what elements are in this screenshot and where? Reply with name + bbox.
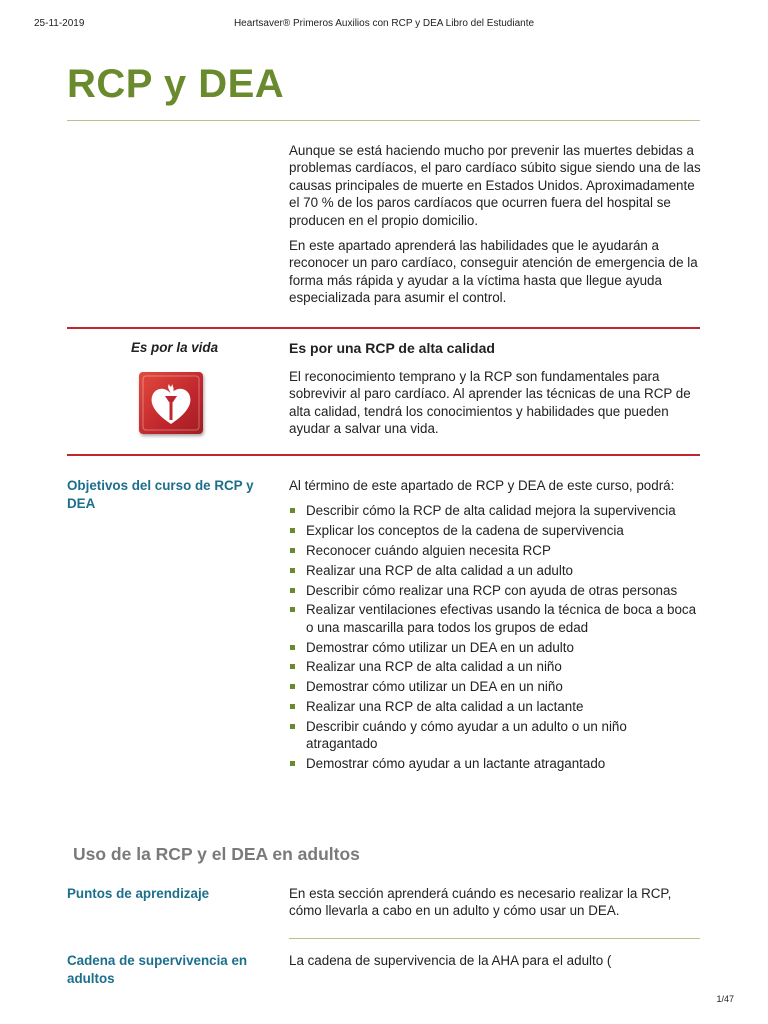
list-item: Demostrar cómo ayudar a un lactante atragantado (289, 755, 701, 772)
title-divider (67, 120, 700, 121)
intro-text (289, 142, 701, 315)
list-item: Reconocer cuándo alguien necesita RCP (289, 542, 701, 559)
list-item: Describir cómo realizar una RCP con ayuda de otras personas (289, 582, 701, 599)
document-header-title: Heartsaver® Primeros Auxilios con RCP y DEA Libro del Estudiante (233, 18, 535, 29)
list-item: Demostrar cómo utilizar un DEA en un niño (289, 678, 701, 695)
bullet-icon (290, 548, 295, 553)
list-item: Realizar una RCP de alta calidad a un lactante (289, 698, 701, 715)
learning-points-divider (289, 938, 700, 939)
vida-text: El reconocimiento temprano y la RCP son fundamentales para sobrevivir al paro cardíaco. Al aprender las técnicas de una RCP de alta calidad, tendrá los conocimientos y habilidades que pueden ayudar a salvar una vida. (289, 369, 691, 437)
intro-paragraph: Aunque se está haciendo mucho por prevenir las muertes debidas a problemas cardíacos, el paro cardíaco súbito sigue siendo una de las causas principales de muerte en Estados Unidos. Aproximadamente el 70 % de los paros cardíacos que ocurren fuera del hospital se producen en el propio domicilio. (289, 143, 701, 228)
bullet-icon (290, 724, 295, 729)
heart-torch-icon (139, 372, 203, 434)
bullet-icon (290, 761, 295, 766)
objectives-label: Objetivos del curso de RCP y DEA (67, 478, 254, 511)
vida-box-bottom-rule (67, 454, 700, 456)
vida-box-top-rule (67, 327, 700, 329)
bullet-icon (290, 588, 295, 593)
objectives-intro: Al término de este apartado de RCP y DEA de este curso, podrá: (289, 478, 675, 493)
bullet-icon (290, 704, 295, 709)
page-number: 1/47 (716, 994, 734, 1004)
bullet-icon (290, 528, 295, 533)
list-item: Describir cuándo y cómo ayudar a un adulto o un niño atragantado (289, 718, 701, 753)
bullet-icon (290, 664, 295, 669)
list-item: Demostrar cómo utilizar un DEA en un adulto (289, 639, 701, 656)
vida-heading: Es por una RCP de alta calidad (289, 340, 495, 356)
bullet-icon (290, 568, 295, 573)
chain-label: Cadena de supervivencia en adultos (67, 953, 248, 986)
print-date: 25-11-2019 (34, 18, 85, 29)
page-title: RCP y DEA (67, 62, 285, 106)
section-title: Uso de la RCP y el DEA en adultos (73, 844, 360, 864)
list-item: Explicar los conceptos de la cadena de supervivencia (289, 522, 701, 539)
bullet-icon (290, 684, 295, 689)
intro-paragraph: En este apartado aprenderá las habilidades que le ayudarán a reconocer un paro cardíaco, conseguir atención de emergencia de la forma más rápida y ayudar a la víctima hasta que llegue ayuda especializada para asumir el control. (289, 238, 698, 306)
bullet-icon (290, 508, 295, 513)
learning-points-label: Puntos de aprendizaje (67, 886, 210, 901)
chain-text: La cadena de supervivencia de la AHA para el adulto ( (289, 953, 612, 968)
list-item: Realizar ventilaciones efectivas usando la técnica de boca a boca o una mascarilla para todos los grupos de edad (289, 601, 701, 636)
list-item: Realizar una RCP de alta calidad a un adulto (289, 562, 701, 579)
objectives-content (289, 477, 701, 775)
list-item: Realizar una RCP de alta calidad a un niño (289, 658, 701, 675)
learning-points-text: En esta sección aprenderá cuándo es necesario realizar la RCP, cómo llevarla a cabo en un adulto y cómo usar un DEA. (289, 886, 672, 919)
bullet-icon (290, 645, 295, 650)
vida-label: Es por la vida (130, 340, 219, 355)
bullet-icon (290, 607, 295, 612)
objectives-list (289, 502, 701, 772)
list-item: Describir cómo la RCP de alta calidad mejora la supervivencia (289, 502, 701, 519)
